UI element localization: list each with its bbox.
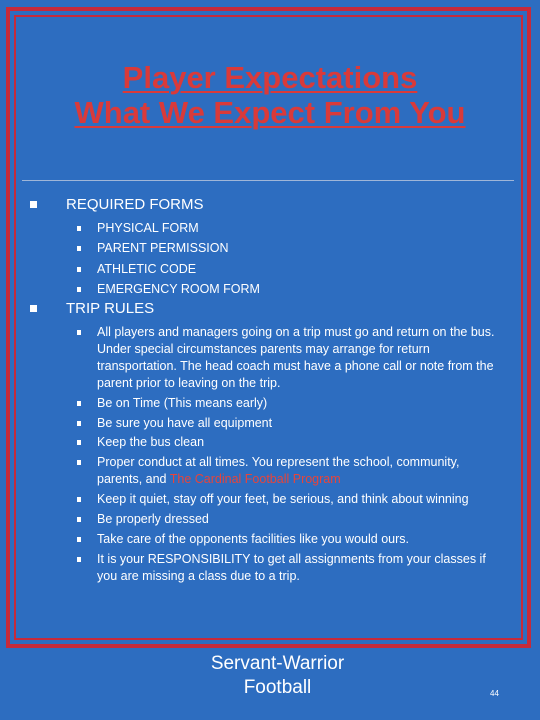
bullet-icon bbox=[77, 537, 81, 542]
list-item: ATHLETIC CODE bbox=[30, 261, 500, 278]
trip-rules-list bbox=[30, 324, 500, 585]
list-item: Be properly dressed bbox=[30, 511, 500, 528]
required-forms-list bbox=[30, 220, 500, 298]
required-forms-section bbox=[30, 196, 500, 302]
square-bullet-icon bbox=[30, 305, 37, 312]
bullet-icon bbox=[77, 557, 81, 562]
bullet-icon bbox=[77, 267, 81, 272]
page-number: 44 bbox=[490, 689, 499, 698]
footer-line-2: Football bbox=[243, 677, 312, 698]
list-item: PARENT PERMISSION bbox=[30, 240, 500, 257]
bullet-icon bbox=[77, 226, 81, 231]
bullet-icon bbox=[77, 440, 81, 445]
trip-rules-section bbox=[30, 300, 500, 588]
bullet-icon bbox=[77, 246, 81, 251]
bullet-icon bbox=[77, 460, 81, 465]
footer-line-1: Servant-Warrior bbox=[210, 653, 345, 674]
title-line-2: What We Expect From You bbox=[74, 95, 466, 130]
list-item: Be on Time (This means early) bbox=[30, 395, 500, 412]
list-item: Keep it quiet, stay off your feet, be serious, and think about winning bbox=[30, 491, 500, 508]
list-item: All players and managers going on a trip must go and return on the bus. Under special circumstances parents may arrange for return transportation. The head coach must have a phone call or note from the parent prior to leaving on the trip. bbox=[30, 324, 500, 392]
list-item: Be sure you have all equipment bbox=[30, 415, 500, 432]
title-line-1: Player Expectations bbox=[122, 60, 418, 95]
slide-title bbox=[20, 60, 520, 130]
list-item: It is your RESPONSIBILITY to get all assignments from your classes if you are missing a class due to a trip. bbox=[30, 551, 500, 585]
list-item: PHYSICAL FORM bbox=[30, 220, 500, 237]
title-divider bbox=[22, 180, 514, 181]
required-forms-heading: REQUIRED FORMS bbox=[30, 196, 500, 214]
trip-rules-heading: TRIP RULES bbox=[30, 300, 500, 318]
list-item: Take care of the opponents facilities like you would ours. bbox=[30, 531, 500, 548]
bullet-icon bbox=[77, 401, 81, 406]
bullet-icon bbox=[77, 517, 81, 522]
square-bullet-icon bbox=[30, 201, 37, 208]
list-item: Proper conduct at all times. You represent the school, community, parents, and The Cardinal Football Program bbox=[30, 454, 500, 488]
bullet-icon bbox=[77, 497, 81, 502]
list-item: Keep the bus clean bbox=[30, 434, 500, 451]
bullet-icon bbox=[77, 287, 81, 292]
footer-motto bbox=[180, 652, 375, 700]
cardinal-program-highlight: The Cardinal Football Program bbox=[169, 472, 341, 487]
bullet-icon bbox=[77, 421, 81, 426]
bullet-icon bbox=[77, 330, 81, 335]
list-item: EMERGENCY ROOM FORM bbox=[30, 281, 500, 298]
